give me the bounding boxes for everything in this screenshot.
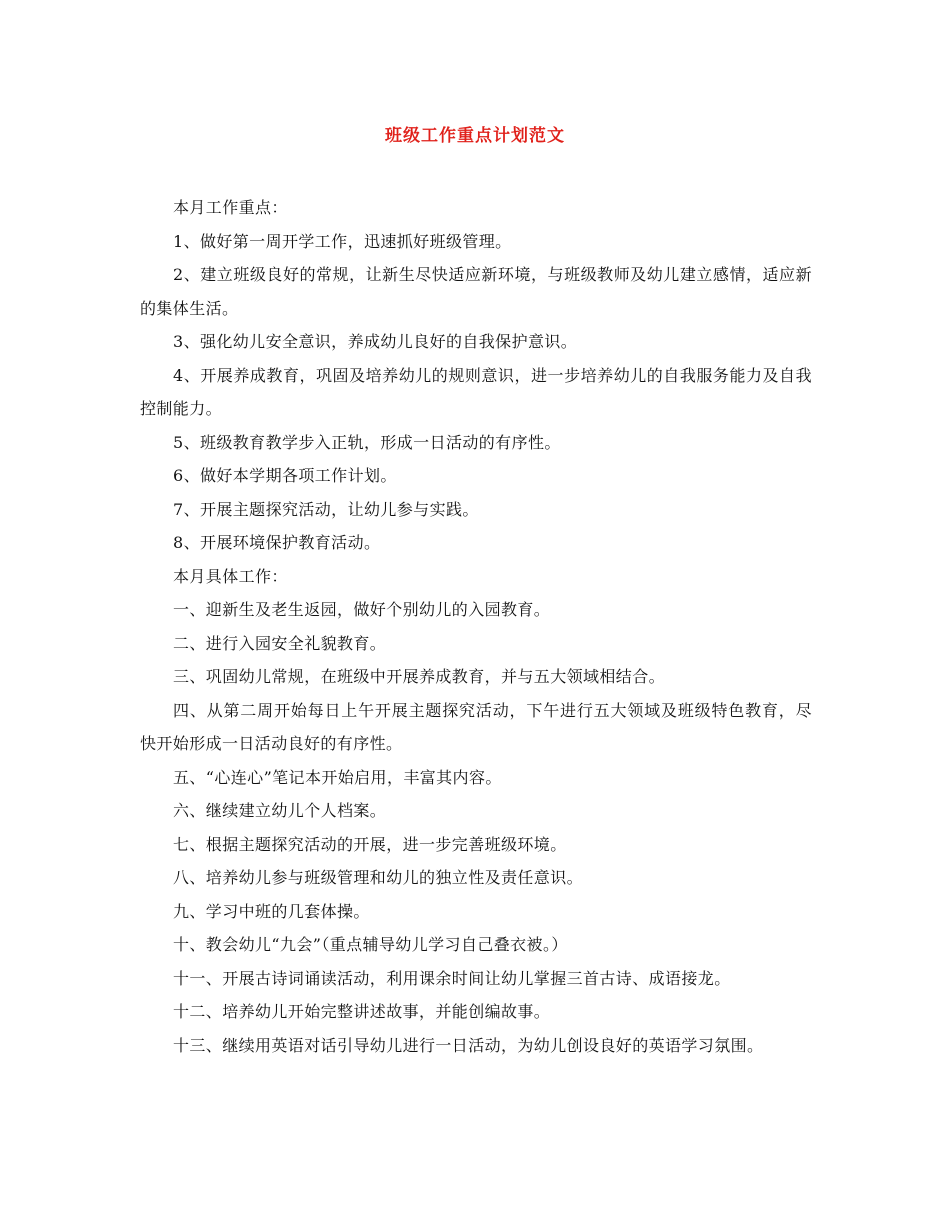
page-title: 班级工作重点计划范文 [385, 126, 565, 146]
paragraph: 三、巩固幼儿常规，在班级中开展养成教育，并与五大领域相结合。 [173, 667, 666, 686]
paragraph: 十一、开展古诗词诵读活动，利用课余时间让幼儿掌握三首古诗、成语接龙。 [173, 968, 731, 988]
paragraph: 7、开展主题探究活动，让幼儿参与实践。 [173, 499, 479, 519]
paragraph: 一、迎新生及老生返园，做好个别幼儿的入园教育。 [173, 600, 551, 619]
paragraph: 七、根据主题探究活动的开展，进一步完善班级环境。 [173, 834, 567, 854]
paragraph: 二、进行入园安全礼貌教育。 [173, 633, 387, 653]
paragraph: 4、开展养成教育，巩固及培养幼儿的规则意识，进一步培养幼儿的自我服务能力及自我控制能力。 [140, 365, 812, 418]
paragraph: 四、从第二周开始每日上午开展主题探究活动，下午进行五大领域及班级特色教育，尽快开始形成一日活动良好的有序性。 [140, 700, 812, 753]
paragraph: 六、继续建立幼儿个人档案。 [173, 801, 387, 820]
paragraph: 1、做好第一周开学工作，迅速抓好班级管理。 [173, 231, 512, 251]
paragraph: 6、做好本学期各项工作计划。 [173, 466, 397, 485]
paragraph: 本月具体工作： [173, 566, 288, 586]
paragraph: 2、建立班级良好的常规，让新生尽快适应新环境，与班级教师及幼儿建立感情，适应新的集体生活。 [140, 265, 812, 318]
paragraph: 5、班级教育教学步入正轨，形成一日活动的有序性。 [173, 432, 561, 452]
paragraph: 十二、培养幼儿开始完整讲述故事，并能创编故事。 [173, 1002, 551, 1021]
paragraph: 十、教会幼儿“九会”（重点辅导幼儿学习自己叠衣被。） [173, 935, 568, 954]
paragraph: 九、学习中班的几套体操。 [173, 901, 370, 921]
paragraph: 3、强化幼儿安全意识，养成幼儿良好的自我保护意识。 [173, 332, 578, 351]
paragraph: 八、培养幼儿参与班级管理和幼儿的独立性及责任意识。 [173, 868, 584, 887]
paragraph: 本月工作重点： [173, 198, 288, 217]
paragraph: 十三、继续用英语对话引导幼儿进行一日活动，为幼儿创设良好的英语学习氛围。 [173, 1035, 764, 1055]
paragraph: 8、开展环境保护教育活动。 [173, 533, 381, 552]
paragraph: 五、“心连心”笔记本开始启用，丰富其内容。 [173, 767, 502, 787]
document-body [140, 191, 812, 1062]
